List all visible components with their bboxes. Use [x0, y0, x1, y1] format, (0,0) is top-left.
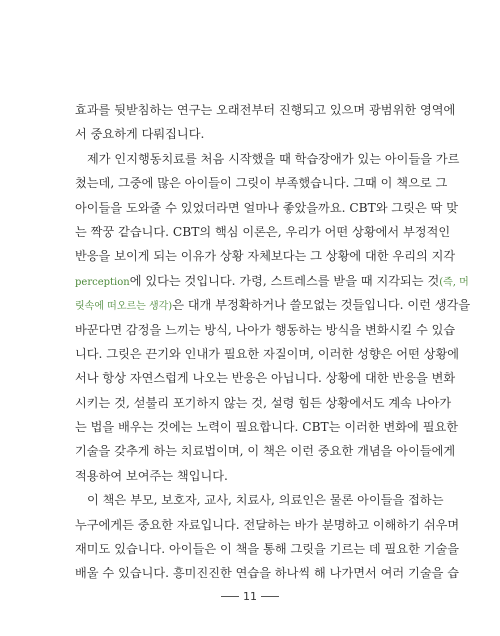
- text-line: 시키는 것, 섣불리 포기하지 않는 것, 설령 힘든 상황에서도 계속 나아가: [75, 395, 452, 410]
- text-line: 아이들을 도와줄 수 있었더라면 얼마나 좋았을까요. CBT와 그릿은 딱 맞: [75, 200, 459, 215]
- folio-rule-left: [221, 596, 239, 597]
- text-line: 누구에게든 중요한 자료입니다. 전달하는 바가 분명하고 이해하기 쉬우며: [75, 517, 460, 532]
- text-line: [75, 293, 471, 317]
- text-line: 바꾼다면 감정을 느끼는 방식, 나아가 행동하는 방식을 변화시킬 수 있습: [75, 322, 456, 337]
- text-line: 쳤는데, 그중에 많은 아이들이 그릿이 부족했습니다. 그때 이 책으로 그: [75, 176, 448, 191]
- inline-note: 릿속에 떠오르는 생각): [75, 301, 173, 313]
- folio-rule-right: [261, 596, 279, 597]
- perception-term: perception: [75, 276, 130, 288]
- text-line: 적용하여 보여주는 책입니다.: [75, 468, 228, 483]
- inline-note: (즉, 머: [439, 276, 469, 288]
- page-number-text: 11: [243, 590, 257, 603]
- text-line: 재미도 있습니다. 아이들은 이 책을 통해 그릿을 기르는 데 필요한 기술을: [75, 542, 460, 557]
- text-line: 배울 수 있습니다. 흥미진진한 연습을 하나씩 해 나가면서 여러 기술을 습: [75, 566, 460, 581]
- text-line: 는 법을 배우는 것에는 노력이 필요합니다. CBT는 이러한 변화에 필요한: [75, 420, 459, 435]
- text-segment: 은 대개 부정확하거나 쓸모없는 것들입니다. 이런 생각을: [172, 298, 471, 313]
- text-line: 기술을 갖추게 하는 치료법이며, 이 책은 이런 중요한 개념을 아이들에게: [75, 444, 456, 459]
- text-line: 이 책은 부모, 보호자, 교사, 치료사, 의료인은 물론 아이들을 접하는: [87, 493, 444, 508]
- text-line: 서 중요하게 다뤄집니다.: [75, 127, 205, 142]
- text-segment: 에 있다는 것입니다. 가령, 스트레스를 받을 때 지각되는 것: [129, 273, 440, 288]
- text-line: 반응을 보이게 되는 이유가 상황 자체보다는 그 상황에 대한 우리의 지각: [75, 249, 456, 264]
- text-line: 효과를 뒷받침하는 연구는 오래전부터 진행되고 있으며 광범위한 영역에: [75, 103, 456, 117]
- text-line: 는 짝꿍 같습니다. CBT의 핵심 이론은, 우리가 어떤 상황에서 부정적인: [75, 224, 451, 239]
- text-line: 제가 인지행동치료를 처음 시작했을 때 학습장애가 있는 아이들을 가르: [87, 151, 460, 166]
- body-text: [75, 98, 471, 586]
- text-line: [75, 269, 469, 293]
- page-number: [0, 590, 500, 603]
- text-line: 서나 항상 자연스럽게 나오는 반응은 아닙니다. 상황에 대한 반응을 변화: [75, 371, 456, 386]
- text-line: 니다. 그릿은 끈기와 인내가 필요한 자질이며, 이러한 성향은 어떤 상황에: [75, 346, 460, 361]
